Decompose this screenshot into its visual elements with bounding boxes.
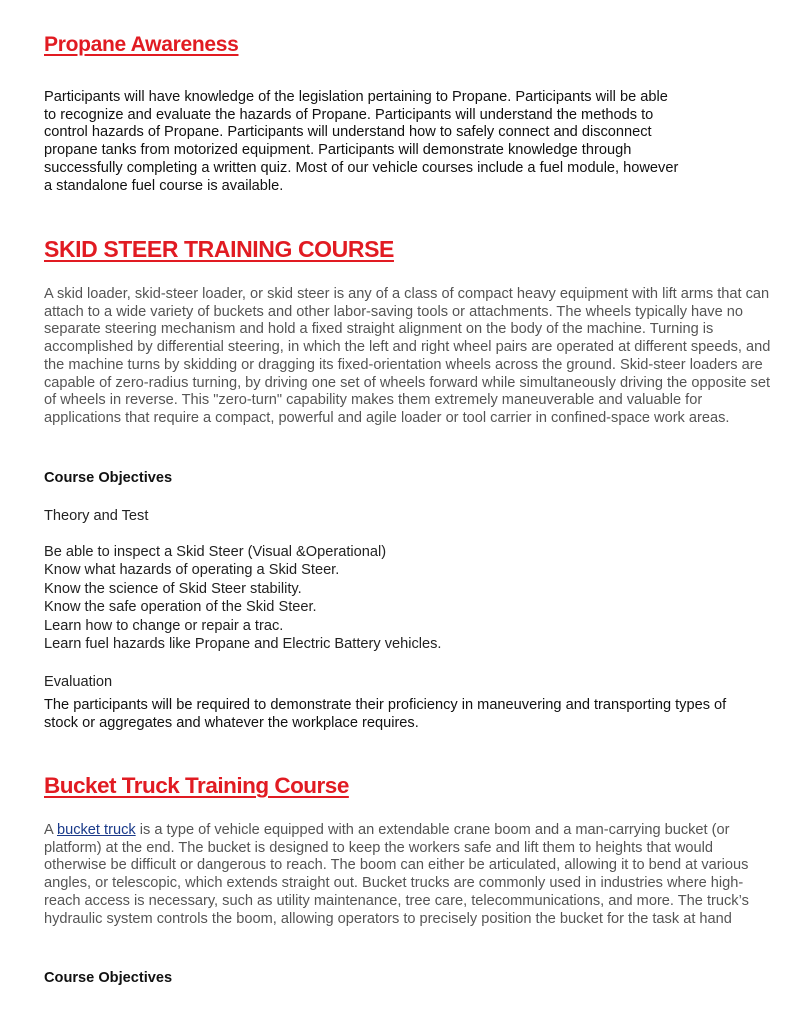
skid-theory-label: Theory and Test (44, 508, 149, 524)
list-item: Know the science of Skid Steer stability. (44, 580, 302, 597)
bucket-prefix: A (44, 822, 57, 838)
propane-awareness-title: Propane Awareness (44, 33, 239, 56)
bucket-truck-link[interactable]: bucket truck (56, 822, 136, 838)
skid-objectives-list (44, 543, 442, 653)
list-item: Know what hazards of operating a Skid Steer. (44, 562, 340, 579)
skid-steer-title: SKID STEER TRAINING COURSE (44, 236, 394, 262)
skid-steer-description: A skid loader, skid-steer loader, or skid steer is any of a class of compact heavy equipment with lift arms that can attach to a wide variety of buckets and other labor-saving tools or attachments. The wheels typically have no separate steering mechanism and hold a fixed straight alignment on the body of the machine. Turning is accomplished by differential steering, in which the left and right wheel pairs are operated at different speeds, and the machine turns by skidding or dragging its fixed-orientation wheels across the ground. Skid-steer loaders are capable of zero-radius turning, by driving one set of wheels forward while simultaneously driving the opposite set of wheels in reverse. This "zero-turn" capability makes them extremely maneuverable and valuable for applications that require a compact, powerful and agile loader or tool carrier in confined-space work areas. (44, 286, 771, 426)
skid-evaluation-body: The participants will be required to demonstrate their proficiency in maneuvering and transporting types of stock or aggregates and whatever the workplace requires. (44, 697, 727, 731)
list-item: Be able to inspect a Skid Steer (Visual &Operational) (44, 544, 387, 560)
bucket-truck-title: Bucket Truck Training Course (44, 773, 349, 798)
list-item: Learn fuel hazards like Propane and Electric Battery vehicles. (44, 636, 442, 653)
bucket-truck-description (44, 822, 774, 928)
bucket-body-rest: is a type of vehicle equipped with an extendable crane boom and a man-carrying bucket (or platform) at the end. The bucket is designed to keep the workers safe and lift them to heights that would otherwise be difficult or dangerous to reach. The boom can either be articulated, allowing it to bend at various angles, or telescopic, which extends straight out. Bucket trucks are commonly used in industries where high-reach access is necessary, such as utility maintenance, tree care, telecommunications, and more. The truck’s hydraulic system controls the boom, allowing operators to precisely position the bucket for the task at hand (44, 822, 749, 927)
skid-objectives-heading: Course Objectives (44, 470, 173, 486)
propane-awareness-body: Participants will have knowledge of the legislation pertaining to Propane. Participants will be able to recognize and evaluate the hazards of Propane. Participants will understand the methods to control hazards of Propane. Participants will understand how to safely connect and disconnect propane tanks from motorized equipment. Participants will demonstrate knowledge through successfully completing a written quiz. Most of our vehicle courses include a fuel module, however a standalone fuel course is available. (44, 89, 679, 194)
list-item: Learn how to change or repair a trac. (44, 617, 284, 634)
skid-evaluation-label: Evaluation (44, 674, 113, 690)
bucket-objectives-heading: Course Objectives (44, 970, 173, 986)
list-item: Know the safe operation of the Skid Steer. (44, 599, 317, 616)
